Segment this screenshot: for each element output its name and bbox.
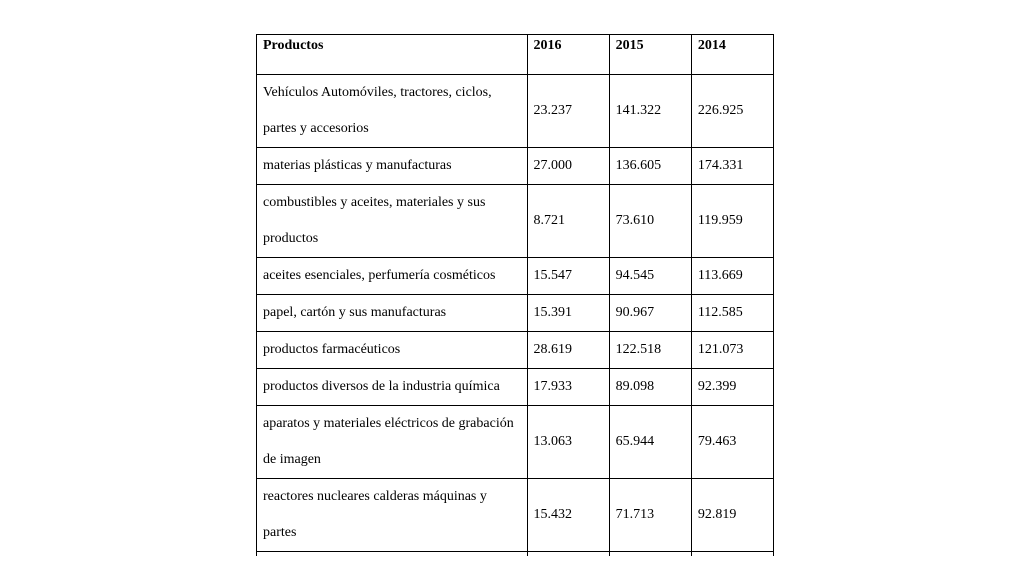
product-cell: combustibles y aceites, materiales y sus productos — [257, 185, 528, 258]
value-2015: 141.322 — [609, 75, 691, 148]
value-2016: 23.237 — [527, 75, 609, 148]
value-2016: 15.547 — [527, 258, 609, 295]
table-row — [257, 406, 774, 479]
table-row-cutoff — [257, 552, 774, 557]
empty-cell — [257, 552, 528, 557]
value-2014: 226.925 — [691, 75, 773, 148]
table-row — [257, 332, 774, 369]
value-2015: 90.967 — [609, 295, 691, 332]
empty-cell — [691, 552, 773, 557]
product-cell: Vehículos Automóviles, tractores, ciclos, partes y accesorios — [257, 75, 528, 148]
product-cell: aceites esenciales, perfumería cosméticos — [257, 258, 528, 295]
table-row — [257, 258, 774, 295]
header-productos: Productos — [257, 35, 528, 75]
value-2014: 119.959 — [691, 185, 773, 258]
table-row — [257, 185, 774, 258]
product-cell: productos farmacéuticos — [257, 332, 528, 369]
value-2015: 136.605 — [609, 148, 691, 185]
value-2015: 65.944 — [609, 406, 691, 479]
value-2014: 174.331 — [691, 148, 773, 185]
value-2015: 89.098 — [609, 369, 691, 406]
table-row — [257, 148, 774, 185]
value-2014: 92.399 — [691, 369, 773, 406]
value-2014: 121.073 — [691, 332, 773, 369]
value-2015: 73.610 — [609, 185, 691, 258]
product-cell: papel, cartón y sus manufacturas — [257, 295, 528, 332]
value-2014: 79.463 — [691, 406, 773, 479]
product-cell: materias plásticas y manufacturas — [257, 148, 528, 185]
value-2016: 15.391 — [527, 295, 609, 332]
product-cell: productos diversos de la industria química — [257, 369, 528, 406]
value-2015: 71.713 — [609, 479, 691, 552]
value-2016: 13.063 — [527, 406, 609, 479]
value-2014: 113.669 — [691, 258, 773, 295]
value-2016: 17.933 — [527, 369, 609, 406]
empty-cell — [609, 552, 691, 557]
header-2014: 2014 — [691, 35, 773, 75]
table-row — [257, 369, 774, 406]
header-2015: 2015 — [609, 35, 691, 75]
table-row — [257, 75, 774, 148]
table-header-row — [257, 35, 774, 75]
table-row — [257, 295, 774, 332]
header-2016: 2016 — [527, 35, 609, 75]
table-row — [257, 479, 774, 552]
value-2016: 8.721 — [527, 185, 609, 258]
value-2015: 94.545 — [609, 258, 691, 295]
value-2014: 92.819 — [691, 479, 773, 552]
value-2016: 15.432 — [527, 479, 609, 552]
products-table — [256, 34, 774, 556]
value-2015: 122.518 — [609, 332, 691, 369]
value-2014: 112.585 — [691, 295, 773, 332]
value-2016: 27.000 — [527, 148, 609, 185]
product-cell: reactores nucleares calderas máquinas y partes — [257, 479, 528, 552]
value-2016: 28.619 — [527, 332, 609, 369]
empty-cell — [527, 552, 609, 557]
product-cell: aparatos y materiales eléctricos de grabación de imagen — [257, 406, 528, 479]
